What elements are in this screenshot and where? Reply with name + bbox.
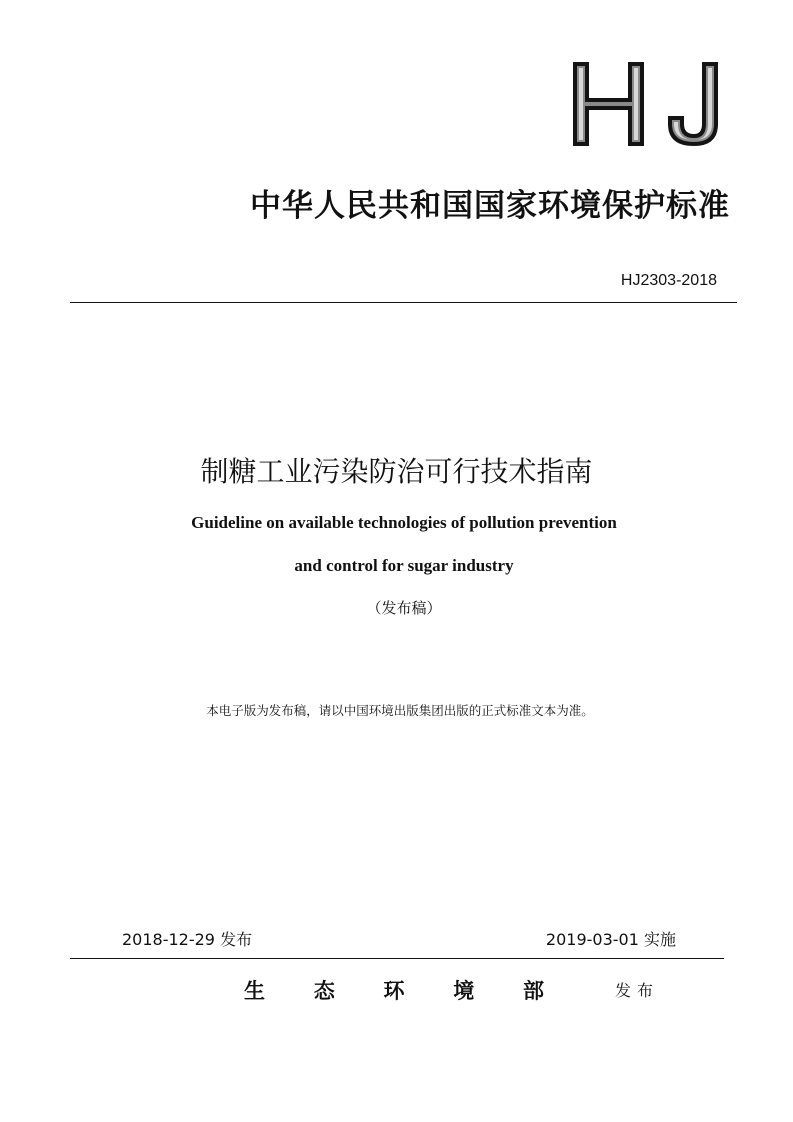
issuer-char: 部 [523, 979, 544, 1003]
draft-label: （发布稿） [366, 599, 442, 617]
header-divider [70, 302, 737, 303]
issuer-char: 态 [313, 979, 335, 1003]
hj-logo [568, 58, 724, 150]
standard-type-heading: 中华人民共和国国家环境保护标准 [250, 188, 730, 224]
issue-date: 2018-12-29 发布 [122, 930, 253, 949]
title-english-line2: and control for sugar industry [294, 556, 514, 575]
title-english-line1: Guideline on available technologies of pollution prevention [191, 513, 617, 532]
issuing-authority [244, 975, 544, 1005]
issuer-char: 环 [383, 979, 405, 1003]
issuer-char: 生 [244, 979, 265, 1003]
edition-notice: 本电子版为发布稿，请以中国环境出版集团出版的正式标准文本为准。 [206, 703, 594, 718]
issue-word: 发布 [615, 981, 660, 1000]
implementation-date: 2019-03-01 实施 [545, 930, 676, 949]
standard-code: HJ2303-2018 [620, 272, 717, 289]
title-chinese: 制糖工业污染防治可行技术指南 [200, 455, 593, 488]
footer-divider [70, 958, 724, 959]
issuer-char: 境 [453, 979, 475, 1003]
